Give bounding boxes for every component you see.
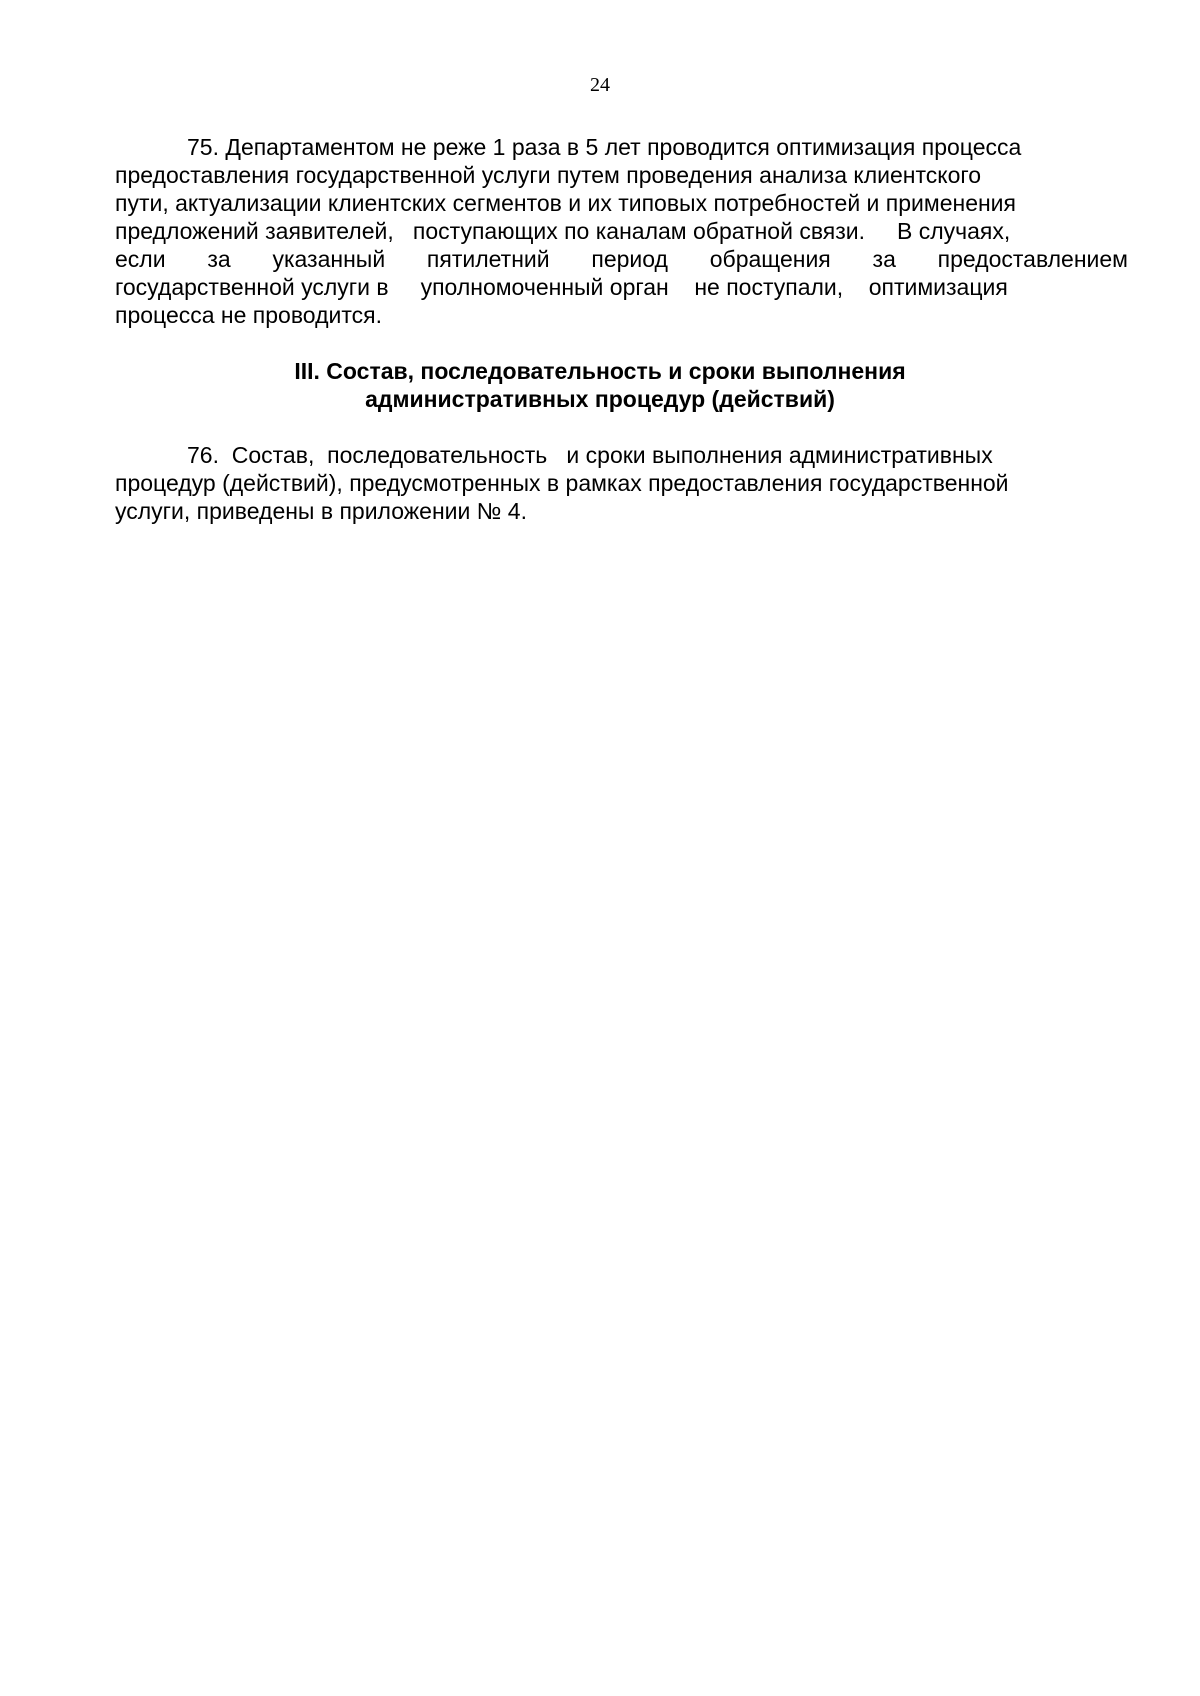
paragraph-76-line-2: процедур (действий), предусмотренных в рамках предоставления государственной bbox=[115, 470, 1009, 496]
section-heading-line-1: III. Состав, последовательность и сроки выполнения bbox=[294, 358, 906, 384]
paragraph-75-line-1: 75. Департаментом не реже 1 раза в 5 лет проводится оптимизация процесса bbox=[187, 134, 1022, 160]
section-heading-line-2: административных процедур (действий) bbox=[365, 386, 835, 412]
paragraph-76-line-3: услуги, приведены в приложении № 4. bbox=[115, 498, 527, 524]
page-number: 24 bbox=[590, 74, 610, 96]
paragraph-75-line-5: если за указанный пятилетний период обращения за предоставлением bbox=[115, 246, 1128, 272]
paragraph-75-line-4: предложений заявителей, поступающих по каналам обратной связи. В случаях, bbox=[115, 218, 1011, 244]
paragraph-75-line-3: пути, актуализации клиентских сегментов и их типовых потребностей и применения bbox=[115, 190, 1016, 216]
paragraph-76-line-1: 76. Состав, последовательность и сроки выполнения административных bbox=[187, 442, 993, 468]
paragraph-75-line-2: предоставления государственной услуги путем проведения анализа клиентского bbox=[115, 162, 982, 188]
paragraph-75-line-7: процесса не проводится. bbox=[115, 302, 382, 328]
paragraph-75-line-6: государственной услуги в уполномоченный орган не поступали, оптимизация bbox=[115, 274, 1008, 300]
